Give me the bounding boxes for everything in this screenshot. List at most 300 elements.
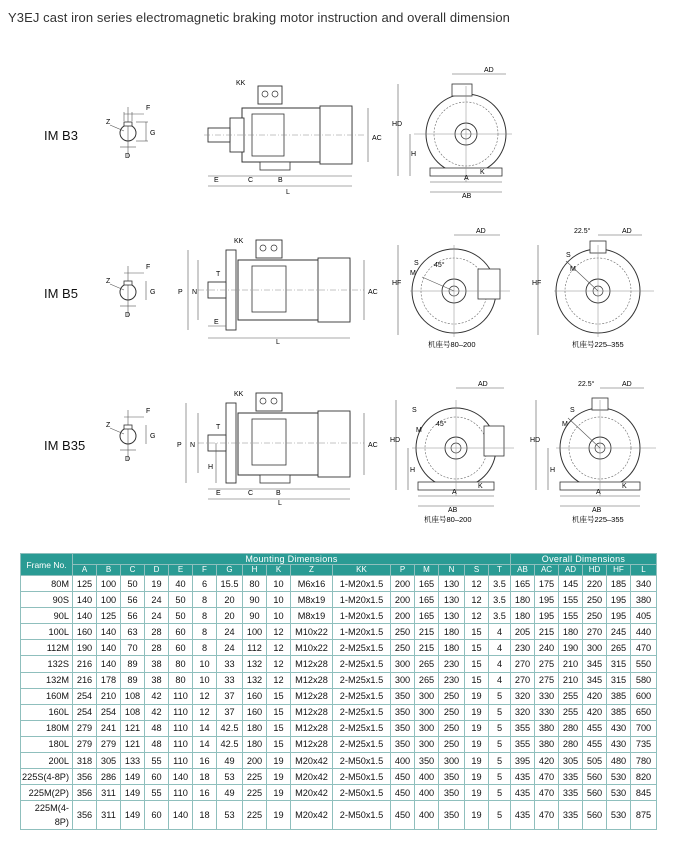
table-cell: 450	[391, 785, 415, 801]
table-cell: 5	[489, 704, 511, 720]
table-cell: 50	[169, 608, 193, 624]
table-cell: 125	[73, 576, 97, 592]
table-cell: 175	[535, 576, 559, 592]
table-cell: 300	[391, 672, 415, 688]
table-cell: 195	[535, 608, 559, 624]
table-cell: 180	[511, 592, 535, 608]
table-cell: 210	[559, 656, 583, 672]
table-cell: 89	[121, 672, 145, 688]
table-cell: 335	[559, 785, 583, 801]
table-cell: 145	[559, 576, 583, 592]
table-cell: 250	[583, 608, 607, 624]
table-cell: 5	[489, 688, 511, 704]
column-header: L	[631, 565, 657, 576]
table-cell: 385	[607, 704, 631, 720]
table-cell: 560	[583, 769, 607, 785]
table-cell: 435	[511, 785, 535, 801]
table-cell: 165	[511, 576, 535, 592]
table-cell: 2-M25x1.5	[333, 720, 391, 736]
dimension-table	[20, 553, 657, 830]
dim-label: G	[150, 130, 156, 137]
table-cell: 2-M25x1.5	[333, 656, 391, 672]
table-cell: 100	[243, 624, 267, 640]
table-cell: 735	[631, 736, 657, 752]
table-cell: 6	[193, 576, 217, 592]
dim-label: Z	[106, 119, 111, 126]
table-cell: 110	[169, 704, 193, 720]
table-cell: 2-M25x1.5	[333, 688, 391, 704]
table-cell: 140	[169, 769, 193, 785]
table-row	[21, 720, 657, 736]
table-cell: 12	[193, 704, 217, 720]
table-row	[21, 688, 657, 704]
table-cell: 10	[193, 656, 217, 672]
table-cell: 4	[489, 640, 511, 656]
table-cell: 435	[511, 801, 535, 830]
table-cell: 270	[583, 624, 607, 640]
table-cell: 28	[145, 640, 169, 656]
table-cell: 5	[489, 769, 511, 785]
dim-label: L	[276, 339, 280, 346]
table-cell: 318	[73, 753, 97, 769]
dim-label: AB	[448, 507, 458, 514]
frame-no-cell: 132S	[21, 656, 73, 672]
table-cell: 220	[583, 576, 607, 592]
table-cell: 265	[607, 640, 631, 656]
dim-label: M	[570, 266, 576, 273]
table-row	[21, 785, 657, 801]
mounting-dimensions-header: Mounting Dimensions	[73, 554, 511, 565]
table-cell: 1-M20x1.5	[333, 624, 391, 640]
table-cell: M8x19	[291, 592, 333, 608]
table-cell: 580	[631, 672, 657, 688]
dim-label: A	[452, 489, 457, 496]
table-cell: 4	[489, 656, 511, 672]
table-cell: 2-M50x1.5	[333, 801, 391, 830]
table-cell: 155	[559, 592, 583, 608]
table-cell: 100	[97, 576, 121, 592]
table-cell: 700	[631, 720, 657, 736]
table-cell: 19	[465, 769, 489, 785]
dim-label: D	[125, 456, 131, 463]
table-cell: 300	[415, 688, 439, 704]
table-cell: 60	[169, 624, 193, 640]
table-cell: 195	[535, 592, 559, 608]
table-cell: 180	[439, 624, 465, 640]
table-cell: 56	[121, 592, 145, 608]
dim-label: HF	[532, 280, 542, 287]
table-cell: 455	[583, 720, 607, 736]
dim-label: F	[146, 264, 151, 271]
dim-label: H	[411, 151, 417, 158]
table-cell: 12	[193, 688, 217, 704]
table-cell: 245	[607, 624, 631, 640]
table-cell: 279	[97, 736, 121, 752]
table-cell: 286	[97, 769, 121, 785]
table-cell: 48	[145, 720, 169, 736]
dim-label: E	[214, 319, 219, 326]
table-cell: 149	[121, 769, 145, 785]
table-cell: 254	[97, 704, 121, 720]
table-row	[21, 736, 657, 752]
dim-label: G	[150, 433, 156, 440]
column-header: C	[121, 565, 145, 576]
table-cell: 149	[121, 785, 145, 801]
b3-side-view	[200, 72, 385, 197]
dim-label: 45°	[434, 262, 445, 269]
table-cell: 19	[465, 736, 489, 752]
table-cell: 110	[169, 720, 193, 736]
table-cell: 160	[243, 704, 267, 720]
table-cell: 265	[415, 656, 439, 672]
table-cell: 320	[511, 688, 535, 704]
table-cell: 4	[489, 672, 511, 688]
table-cell: 230	[439, 656, 465, 672]
table-cell: 180	[439, 640, 465, 656]
table-cell: 300	[439, 753, 465, 769]
table-cell: 560	[583, 801, 607, 830]
table-cell: 350	[391, 704, 415, 720]
table-cell: 24	[145, 592, 169, 608]
table-cell: 5	[489, 720, 511, 736]
frame-no-cell: 90S	[21, 592, 73, 608]
table-cell: 300	[583, 640, 607, 656]
table-cell: 356	[73, 801, 97, 830]
dim-label: F	[146, 105, 151, 112]
table-cell: 16	[193, 785, 217, 801]
table-cell: 108	[121, 704, 145, 720]
table-cell: 440	[631, 624, 657, 640]
table-cell: 405	[631, 608, 657, 624]
table-cell: 420	[535, 753, 559, 769]
table-cell: 195	[607, 592, 631, 608]
table-cell: 133	[121, 753, 145, 769]
table-cell: 19	[465, 720, 489, 736]
table-cell: 15	[465, 624, 489, 640]
table-cell: M12x28	[291, 704, 333, 720]
table-cell: M12x28	[291, 688, 333, 704]
dim-label: A	[464, 175, 469, 182]
table-cell: 450	[391, 769, 415, 785]
table-cell: 330	[535, 688, 559, 704]
table-cell: 820	[631, 769, 657, 785]
table-cell: 2-M50x1.5	[333, 769, 391, 785]
column-header: D	[145, 565, 169, 576]
table-cell: 240	[535, 640, 559, 656]
table-cell: 254	[73, 688, 97, 704]
dim-label: L	[278, 500, 282, 505]
table-cell: 300	[391, 656, 415, 672]
table-cell: 140	[97, 656, 121, 672]
column-header: AB	[511, 565, 535, 576]
table-cell: 10	[267, 608, 291, 624]
table-cell: 430	[607, 720, 631, 736]
table-cell: 5	[489, 801, 511, 830]
table-cell: 40	[169, 576, 193, 592]
table-cell: 24	[217, 640, 243, 656]
table-cell: 400	[415, 769, 439, 785]
table-cell: 255	[559, 704, 583, 720]
table-cell: 178	[97, 672, 121, 688]
table-cell: 80	[169, 672, 193, 688]
table-cell: 380	[631, 592, 657, 608]
table-cell: 380	[535, 720, 559, 736]
frame-no-cell: 160L	[21, 704, 73, 720]
table-column-header-row	[21, 565, 657, 576]
table-cell: 38	[145, 672, 169, 688]
b5-front-view	[392, 225, 517, 350]
table-cell: 505	[583, 753, 607, 769]
overall-dimensions-header: Overall Dimensions	[511, 554, 657, 565]
table-cell: 210	[97, 688, 121, 704]
dim-label: D	[125, 153, 131, 160]
column-header: HD	[583, 565, 607, 576]
table-cell: 355	[511, 736, 535, 752]
table-cell: 420	[583, 704, 607, 720]
table-cell: 225	[243, 785, 267, 801]
dim-label: Z	[106, 422, 111, 429]
table-cell: 350	[391, 736, 415, 752]
table-row	[21, 592, 657, 608]
dim-label: P	[177, 442, 182, 449]
table-cell: 1-M20x1.5	[333, 608, 391, 624]
row-label-b5: IM B5	[44, 286, 78, 301]
table-cell: 300	[415, 736, 439, 752]
frame-no-cell: 225M(4-8P)	[21, 801, 73, 830]
table-cell: 12	[267, 656, 291, 672]
table-cell: M8x19	[291, 608, 333, 624]
table-cell: 270	[511, 672, 535, 688]
table-cell: 5	[489, 736, 511, 752]
table-cell: 350	[391, 720, 415, 736]
dim-label: AD	[478, 381, 488, 388]
table-cell: 180	[511, 608, 535, 624]
frame-no-cell: 90L	[21, 608, 73, 624]
table-cell: 5	[489, 753, 511, 769]
table-cell: 15	[267, 720, 291, 736]
frame-no-cell: 80M	[21, 576, 73, 592]
table-cell: 53	[217, 801, 243, 830]
table-cell: 165	[415, 592, 439, 608]
dim-label: 22.5°	[578, 381, 595, 388]
table-cell: 42.5	[217, 736, 243, 752]
table-cell: 140	[97, 640, 121, 656]
table-cell: 200	[391, 592, 415, 608]
table-cell: 250	[391, 640, 415, 656]
table-cell: 279	[73, 736, 97, 752]
table-cell: 110	[169, 785, 193, 801]
table-cell: 19	[465, 704, 489, 720]
table-cell: 132	[243, 672, 267, 688]
table-cell: 420	[583, 688, 607, 704]
table-cell: 90	[243, 608, 267, 624]
table-cell: 254	[73, 704, 97, 720]
table-cell: 19	[465, 801, 489, 830]
frame-no-header: Frame No.	[21, 554, 73, 576]
table-cell: 2-M25x1.5	[333, 704, 391, 720]
table-cell: 12	[465, 592, 489, 608]
table-row	[21, 656, 657, 672]
table-cell: 1-M20x1.5	[333, 592, 391, 608]
table-cell: 89	[121, 656, 145, 672]
table-cell: 20	[217, 592, 243, 608]
table-cell: 130	[439, 592, 465, 608]
table-row	[21, 672, 657, 688]
table-cell: 279	[73, 720, 97, 736]
table-cell: M20x42	[291, 785, 333, 801]
table-cell: 250	[439, 704, 465, 720]
table-cell: 121	[121, 736, 145, 752]
table-cell: M12x28	[291, 672, 333, 688]
dim-label: S	[570, 407, 575, 414]
table-cell: 15	[267, 704, 291, 720]
frame-no-cell: 225S(4-8P)	[21, 769, 73, 785]
table-body	[21, 576, 657, 830]
table-cell: 311	[97, 785, 121, 801]
table-cell: 38	[145, 656, 169, 672]
table-row	[21, 608, 657, 624]
row-label-b35: IM B35	[44, 438, 86, 453]
table-cell: 24	[145, 608, 169, 624]
table-cell: 12	[267, 640, 291, 656]
table-cell: 12	[267, 624, 291, 640]
table-cell: 15.5	[217, 576, 243, 592]
page-title: Y3EJ cast iron series electromagnetic braking motor instruction and overall dimension	[8, 10, 511, 25]
dim-label: K	[480, 169, 485, 176]
table-cell: 19	[267, 801, 291, 830]
dim-label: K	[622, 483, 627, 490]
column-header: G	[217, 565, 243, 576]
table-cell: 19	[465, 688, 489, 704]
frame-no-cell: 112M	[21, 640, 73, 656]
table-cell: M20x42	[291, 801, 333, 830]
dim-label: M	[410, 270, 416, 277]
dim-label: A	[596, 489, 601, 496]
table-cell: 165	[415, 608, 439, 624]
table-cell: 385	[607, 688, 631, 704]
table-cell: M12x28	[291, 736, 333, 752]
table-cell: 2-M25x1.5	[333, 640, 391, 656]
table-cell: 435	[511, 769, 535, 785]
table-cell: 195	[607, 608, 631, 624]
table-cell: 530	[607, 769, 631, 785]
table-cell: 14	[193, 720, 217, 736]
table-cell: 275	[535, 656, 559, 672]
table-cell: 470	[535, 785, 559, 801]
dim-label: AC	[372, 135, 382, 142]
column-header: AC	[535, 565, 559, 576]
table-cell: M20x42	[291, 769, 333, 785]
table-cell: 16	[193, 753, 217, 769]
column-header: AD	[559, 565, 583, 576]
table-cell: M20x42	[291, 753, 333, 769]
column-header: A	[73, 565, 97, 576]
table-cell: 140	[97, 624, 121, 640]
table-cell: 18	[193, 801, 217, 830]
column-header: E	[169, 565, 193, 576]
table-cell: 15	[465, 640, 489, 656]
table-cell: 80	[243, 576, 267, 592]
table-cell: 280	[559, 720, 583, 736]
table-cell: 37	[217, 704, 243, 720]
table-cell: 10	[193, 672, 217, 688]
table-cell: 230	[439, 672, 465, 688]
dim-label: B	[278, 177, 283, 184]
table-cell: 356	[73, 769, 97, 785]
frame-no-cell: 100L	[21, 624, 73, 640]
dim-label: HD	[530, 437, 541, 444]
table-cell: 130	[439, 576, 465, 592]
table-cell: 15	[465, 672, 489, 688]
table-cell: 250	[583, 592, 607, 608]
table-cell: 215	[415, 640, 439, 656]
frame-no-cell: 225M(2P)	[21, 785, 73, 801]
table-cell: 24	[217, 624, 243, 640]
table-cell: 530	[607, 801, 631, 830]
table-cell: 335	[559, 769, 583, 785]
table-cell: 10	[267, 576, 291, 592]
b5-shaft-section	[100, 254, 170, 334]
dim-label: S	[566, 252, 571, 259]
table-cell: 20	[217, 608, 243, 624]
dim-label: H	[410, 467, 416, 474]
dim-label: T	[216, 271, 221, 278]
table-cell: 875	[631, 801, 657, 830]
dim-label: L	[286, 189, 290, 196]
column-header: K	[267, 565, 291, 576]
table-cell: 19	[267, 769, 291, 785]
table-cell: 108	[121, 688, 145, 704]
table-cell: 200	[243, 753, 267, 769]
table-cell: 200	[391, 576, 415, 592]
dim-label: AB	[462, 193, 472, 199]
b35-front-view	[390, 378, 518, 525]
frame-note: 机座号80–200	[428, 340, 476, 349]
table-cell: 350	[439, 769, 465, 785]
dim-label: S	[412, 407, 417, 414]
table-cell: 345	[583, 672, 607, 688]
table-cell: 63	[121, 624, 145, 640]
dim-label: S	[414, 260, 419, 267]
table-cell: 8	[193, 640, 217, 656]
table-cell: 315	[607, 672, 631, 688]
column-header: F	[193, 565, 217, 576]
dim-label: C	[248, 177, 254, 184]
dim-label: AB	[592, 507, 602, 514]
table-cell: 8	[193, 624, 217, 640]
table-cell: 12	[267, 672, 291, 688]
table-cell: 845	[631, 785, 657, 801]
dim-label: AD	[622, 381, 632, 388]
dim-label: KK	[234, 391, 244, 398]
table-cell: 356	[73, 785, 97, 801]
table-cell: 250	[439, 688, 465, 704]
table-cell: 225	[243, 801, 267, 830]
table-cell: 200	[391, 608, 415, 624]
table-cell: 160	[243, 688, 267, 704]
column-header: N	[439, 565, 465, 576]
column-header: S	[465, 565, 489, 576]
table-cell: 18	[193, 769, 217, 785]
table-cell: 180	[243, 736, 267, 752]
b3-shaft-section	[100, 95, 170, 175]
table-cell: 305	[97, 753, 121, 769]
table-cell: 33	[217, 656, 243, 672]
b5-front-view-large	[532, 225, 662, 350]
table-cell: 225	[243, 769, 267, 785]
table-cell: 42	[145, 688, 169, 704]
dim-label: K	[478, 483, 483, 490]
